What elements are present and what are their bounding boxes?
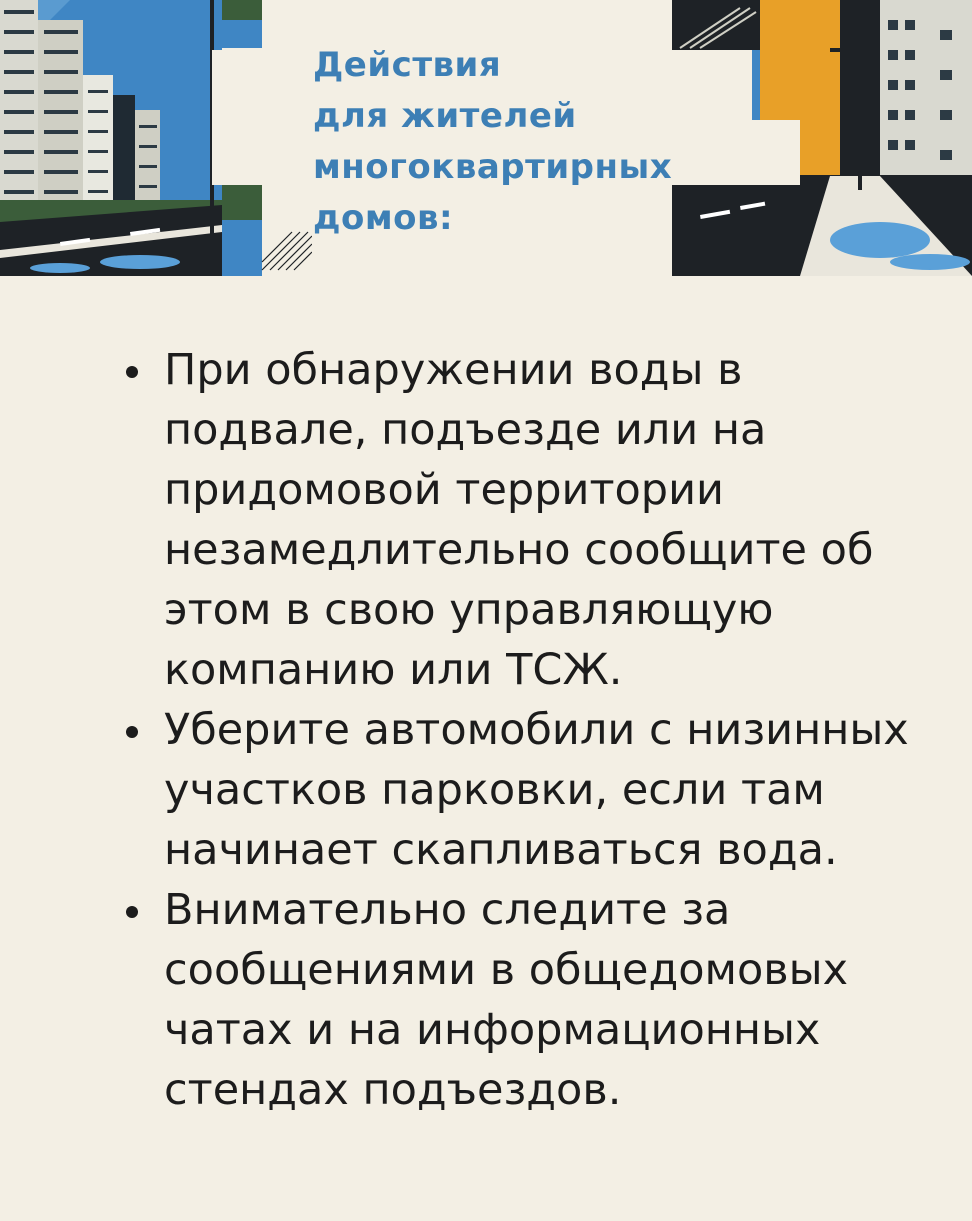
- bullet-icon: [126, 906, 138, 918]
- title-line-4: домов:: [313, 198, 454, 238]
- title-line-3: многоквартирных: [313, 147, 673, 187]
- list-item: [120, 700, 940, 880]
- header-title: [313, 40, 733, 244]
- list-item-text: Уберите автомобили с низинных участков парковки, если там начинает скапливаться вода.: [164, 705, 909, 875]
- instructions-list: [120, 340, 940, 1120]
- bullet-icon: [126, 726, 138, 738]
- list-item-text: Внимательно следите за сообщениями в общедомовых чатах и на информационных стендах подъездов.: [164, 885, 849, 1115]
- list-item: [120, 880, 940, 1120]
- title-line-1: Действия: [313, 45, 502, 85]
- title-line-2: для жителей: [313, 96, 577, 136]
- list-item: [120, 340, 940, 700]
- bullet-icon: [126, 366, 138, 378]
- header-illustration: [0, 0, 972, 276]
- list-item-text: При обнаружении воды в подвале, подъезде или на придомовой территории незамедлительно сообщите об этом в свою управляющую компанию или ТСЖ.: [164, 345, 874, 695]
- left-cityscape: [0, 0, 222, 276]
